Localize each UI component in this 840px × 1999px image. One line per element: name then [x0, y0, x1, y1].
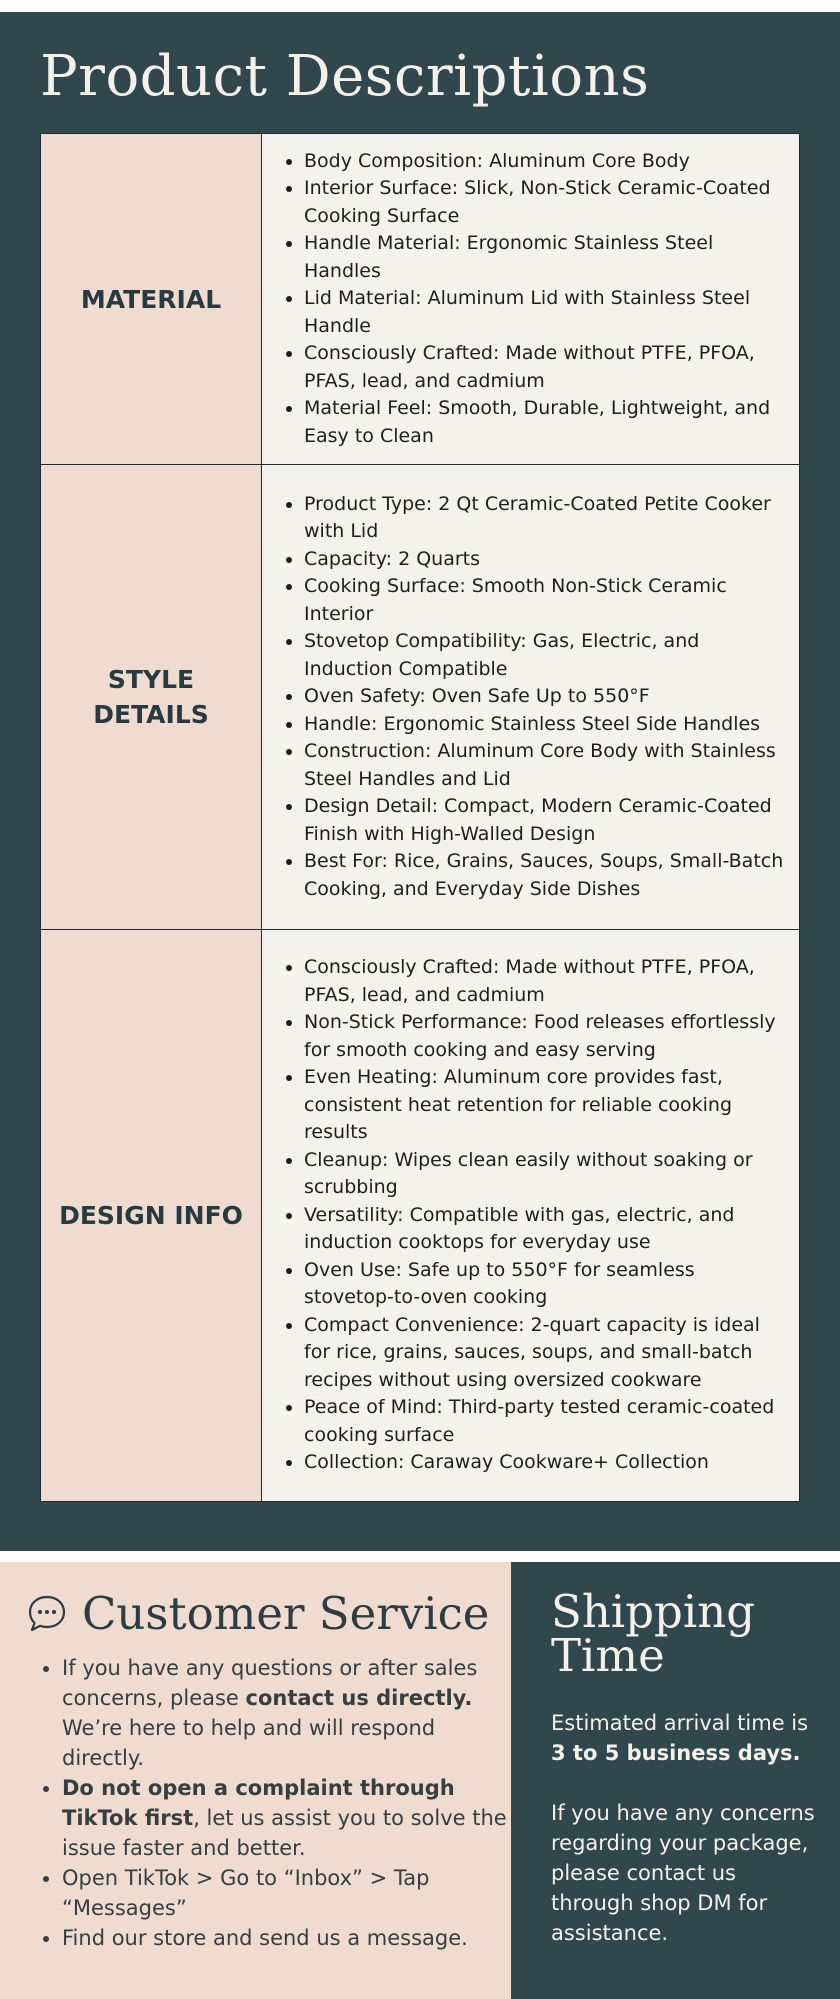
list-item: • Find our store and send us a message.: [62, 1923, 512, 1953]
list-item: • Lid Material: Aluminum Lid with Stainless Steel Handle: [304, 285, 789, 340]
contact-us-emphasis: contact us directly.: [245, 1686, 473, 1710]
list-item: • Interior Surface: Slick, Non-Stick Ceramic-Coated Cooking Surface: [304, 175, 789, 230]
row-label-material: MATERIAL: [41, 134, 262, 465]
customer-service-header: [26, 1586, 489, 1642]
list-item: • Compact Convenience: 2-quart capacity is ideal for rice, grains, sauces, soups, and small-batch recipes without using oversized cookware: [304, 1312, 789, 1395]
chat-bubble-icon: [26, 1593, 68, 1635]
customer-service-title: Customer Service: [82, 1587, 490, 1640]
list-item: • Body Composition: Aluminum Core Body: [304, 148, 789, 176]
row-content-material: [262, 134, 800, 465]
row-label-style-details: [41, 465, 262, 930]
list-item: • Cleanup: Wipes clean easily without soaking or scrubbing: [304, 1147, 789, 1202]
spec-table: [40, 133, 800, 1502]
customer-service-list: [38, 1653, 512, 1953]
list-item: • Design Detail: Compact, Modern Ceramic-Coated Finish with High-Walled Design: [304, 793, 789, 848]
page-title: Product Descriptions: [40, 44, 650, 109]
list-item: [62, 1653, 512, 1773]
list-item: • Open TikTok > Go to “Inbox” > Tap “Messages”: [62, 1863, 512, 1923]
estimate-days: 3 to 5 business days.: [551, 1741, 801, 1765]
list-item: • Product Type: 2 Qt Ceramic-Coated Petite Cooker with Lid: [304, 491, 789, 546]
list-item: • Handle Material: Ergonomic Stainless Steel Handles: [304, 230, 789, 285]
item-text: We’re here to help and will respond directly.: [62, 1716, 436, 1770]
list-item: • Versatility: Compatible with gas, electric, and induction cooktops for everyday use: [304, 1202, 789, 1257]
estimate-paragraph: [551, 1708, 821, 1768]
row-label-design-info: DESIGN INFO: [41, 930, 262, 1502]
list-item: • Best For: Rice, Grains, Sauces, Soups, Small-Batch Cooking, and Everyday Side Dishes: [304, 848, 789, 903]
list-item: • Non-Stick Performance: Food releases effortlessly for smooth cooking and easy serving: [304, 1009, 789, 1064]
table-row: [41, 465, 800, 930]
list-item: • Cooking Surface: Smooth Non-Stick Ceramic Interior: [304, 573, 789, 628]
list-item: • Consciously Crafted: Made without PTFE, PFOA, PFAS, lead, and cadmium: [304, 340, 789, 395]
shipping-title: [551, 1585, 755, 1682]
shipping-time-panel: [511, 1562, 840, 1999]
list-item: • Construction: Aluminum Core Body with Stainless Steel Handles and Lid: [304, 738, 789, 793]
estimate-text: Estimated arrival time is: [551, 1711, 809, 1735]
design-info-list: [262, 954, 789, 1477]
table-row: [41, 134, 800, 465]
item-text: , let us assist you to solve the issue faster and better.: [62, 1806, 507, 1860]
list-item: • Oven Use: Safe up to 550°F for seamless stovetop-to-oven cooking: [304, 1257, 789, 1312]
concerns-paragraph: If you have any concerns regarding your package, please contact us through shop DM for assistance.: [551, 1801, 815, 1945]
label-line: DETAILS: [93, 700, 209, 729]
list-item: • Handle: Ergonomic Stainless Steel Side Handles: [304, 711, 789, 739]
shipping-text: [551, 1708, 821, 1978]
list-item: • Stovetop Compatibility: Gas, Electric, and Induction Compatible: [304, 628, 789, 683]
customer-service-panel: [0, 1562, 511, 1999]
list-item: • Peace of Mind: Third-party tested ceramic-coated cooking surface: [304, 1394, 789, 1449]
row-content-design-info: [262, 930, 800, 1502]
title-line: Shipping: [551, 1585, 755, 1638]
title-line: Time: [551, 1629, 665, 1682]
list-item: • Even Heating: Aluminum core provides fast, consistent heat retention for reliable cooking results: [304, 1064, 789, 1147]
row-content-style-details: [262, 465, 800, 930]
label-line: STYLE: [107, 665, 195, 694]
item-text: If you have any questions or after sales concerns, please: [62, 1656, 478, 1710]
list-item: • Collection: Caraway Cookware+ Collection: [304, 1449, 789, 1477]
list-item: [62, 1773, 512, 1863]
no-complaint-emphasis: Do not open a complaint through TikTok first: [62, 1776, 455, 1830]
list-item: • Consciously Crafted: Made without PTFE, PFOA, PFAS, lead, and cadmium: [304, 954, 789, 1009]
table-row: [41, 930, 800, 1502]
list-item: • Material Feel: Smooth, Durable, Lightweight, and Easy to Clean: [304, 395, 789, 450]
list-item: • Capacity: 2 Quarts: [304, 546, 789, 574]
material-list: [262, 148, 789, 451]
list-item: • Oven Safety: Oven Safe Up to 550°F: [304, 683, 789, 711]
style-details-list: [262, 491, 789, 904]
product-descriptions-section: [0, 12, 840, 1551]
